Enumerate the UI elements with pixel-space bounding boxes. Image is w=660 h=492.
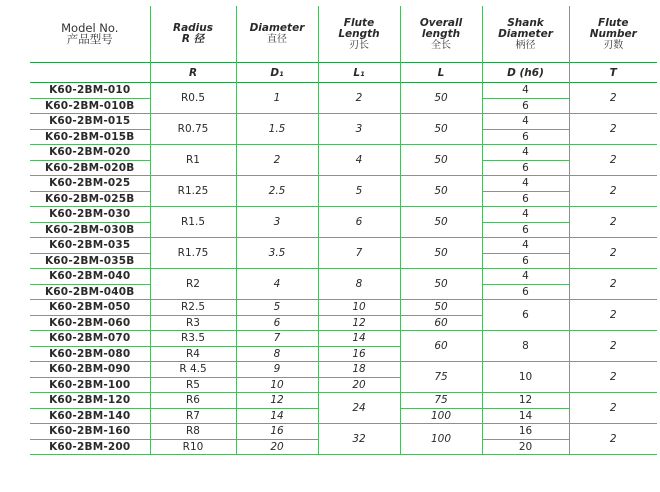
cell-r: R6 bbox=[150, 393, 236, 409]
cell-t: 2 bbox=[569, 393, 657, 424]
cell-l1: 14 bbox=[318, 331, 400, 347]
cell-l: 75 bbox=[400, 393, 482, 409]
cell-d1: 9 bbox=[236, 362, 318, 378]
cell-d: 8 bbox=[482, 331, 569, 362]
cell-l: 100 bbox=[400, 408, 482, 424]
symbol-model-empty bbox=[30, 63, 150, 83]
cell-l: 60 bbox=[400, 315, 482, 331]
cell-l1: 4 bbox=[318, 145, 400, 176]
cell-d: 6 bbox=[482, 222, 569, 238]
model-cell: K60-2BM-025 bbox=[30, 176, 150, 192]
cell-d1: 16 bbox=[236, 424, 318, 440]
symbol-t: T bbox=[569, 63, 657, 83]
cell-d: 10 bbox=[482, 362, 569, 393]
cell-r: R4 bbox=[150, 346, 236, 362]
model-cell: K60-2BM-015B bbox=[30, 129, 150, 145]
cell-r: R0.5 bbox=[150, 83, 236, 114]
cell-r: R7 bbox=[150, 408, 236, 424]
cell-d1: 20 bbox=[236, 439, 318, 455]
cell-d: 4 bbox=[482, 114, 569, 130]
cell-d: 6 bbox=[482, 160, 569, 176]
cell-l: 50 bbox=[400, 269, 482, 300]
cell-r: R0.75 bbox=[150, 114, 236, 145]
model-cell: K60-2BM-200 bbox=[30, 439, 150, 455]
cell-d: 4 bbox=[482, 269, 569, 285]
table-row bbox=[30, 393, 657, 409]
cell-t: 2 bbox=[569, 331, 657, 362]
model-cell: K60-2BM-035B bbox=[30, 253, 150, 269]
cell-l1: 2 bbox=[318, 83, 400, 114]
table-row bbox=[30, 331, 657, 347]
model-cell: K60-2BM-030 bbox=[30, 207, 150, 223]
cell-l: 100 bbox=[400, 424, 482, 455]
header-overall-length: Overall length 全长 bbox=[400, 6, 482, 63]
cell-d1: 7 bbox=[236, 331, 318, 347]
cell-t: 2 bbox=[569, 207, 657, 238]
cell-d: 6 bbox=[482, 191, 569, 207]
model-cell: K60-2BM-040B bbox=[30, 284, 150, 300]
cell-l: 60 bbox=[400, 331, 482, 362]
model-cell: K60-2BM-160 bbox=[30, 424, 150, 440]
cell-l1: 6 bbox=[318, 207, 400, 238]
model-cell: K60-2BM-120 bbox=[30, 393, 150, 409]
cell-d1: 4 bbox=[236, 269, 318, 300]
model-cell: K60-2BM-025B bbox=[30, 191, 150, 207]
header-diameter: Diameter 直径 bbox=[236, 6, 318, 63]
cell-l1: 12 bbox=[318, 315, 400, 331]
cell-d: 6 bbox=[482, 98, 569, 114]
symbol-d-h6: D (h6) bbox=[482, 63, 569, 83]
cell-l: 50 bbox=[400, 238, 482, 269]
cell-r: R2 bbox=[150, 269, 236, 300]
model-cell: K60-2BM-140 bbox=[30, 408, 150, 424]
cell-d1: 8 bbox=[236, 346, 318, 362]
cell-l: 50 bbox=[400, 176, 482, 207]
cell-r: R1 bbox=[150, 145, 236, 176]
cell-l1: 7 bbox=[318, 238, 400, 269]
spec-table-body bbox=[30, 83, 657, 455]
table-row bbox=[30, 362, 657, 378]
cell-d: 6 bbox=[482, 300, 569, 331]
cell-t: 2 bbox=[569, 83, 657, 114]
header-radius: Radius R 径 bbox=[150, 6, 236, 63]
model-cell: K60-2BM-030B bbox=[30, 222, 150, 238]
cell-d: 20 bbox=[482, 439, 569, 455]
cell-t: 2 bbox=[569, 114, 657, 145]
cell-l1: 5 bbox=[318, 176, 400, 207]
cell-l1: 24 bbox=[318, 393, 400, 424]
spec-table bbox=[30, 6, 657, 455]
cell-d: 6 bbox=[482, 284, 569, 300]
cell-d1: 1.5 bbox=[236, 114, 318, 145]
cell-t: 2 bbox=[569, 362, 657, 393]
model-cell: K60-2BM-010 bbox=[30, 83, 150, 99]
symbol-r: R bbox=[150, 63, 236, 83]
table-row bbox=[30, 176, 657, 192]
cell-d: 6 bbox=[482, 253, 569, 269]
table-row bbox=[30, 424, 657, 440]
header-shank-diameter: Shank Diameter 柄径 bbox=[482, 6, 569, 63]
cell-r: R3.5 bbox=[150, 331, 236, 347]
model-cell: K60-2BM-100 bbox=[30, 377, 150, 393]
cell-l1: 20 bbox=[318, 377, 400, 393]
cell-l: 50 bbox=[400, 145, 482, 176]
model-cell: K60-2BM-015 bbox=[30, 114, 150, 130]
cell-d1: 2 bbox=[236, 145, 318, 176]
cell-d: 16 bbox=[482, 424, 569, 440]
table-row bbox=[30, 114, 657, 130]
table-row bbox=[30, 207, 657, 223]
cell-l: 50 bbox=[400, 83, 482, 114]
model-cell: K60-2BM-040 bbox=[30, 269, 150, 285]
cell-r: R 4.5 bbox=[150, 362, 236, 378]
symbol-l1: L₁ bbox=[318, 63, 400, 83]
cell-d: 12 bbox=[482, 393, 569, 409]
cell-t: 2 bbox=[569, 269, 657, 300]
model-cell: K60-2BM-020 bbox=[30, 145, 150, 161]
cell-r: R1.75 bbox=[150, 238, 236, 269]
table-row bbox=[30, 269, 657, 285]
model-cell: K60-2BM-020B bbox=[30, 160, 150, 176]
cell-l1: 10 bbox=[318, 300, 400, 316]
cell-d1: 3 bbox=[236, 207, 318, 238]
cell-l: 50 bbox=[400, 114, 482, 145]
cell-d1: 12 bbox=[236, 393, 318, 409]
cell-r: R10 bbox=[150, 439, 236, 455]
cell-r: R2.5 bbox=[150, 300, 236, 316]
cell-d: 4 bbox=[482, 145, 569, 161]
cell-l1: 8 bbox=[318, 269, 400, 300]
header-flute-length: Flute Length 刃长 bbox=[318, 6, 400, 63]
cell-l: 50 bbox=[400, 207, 482, 238]
cell-t: 2 bbox=[569, 145, 657, 176]
cell-d: 4 bbox=[482, 83, 569, 99]
model-cell: K60-2BM-050 bbox=[30, 300, 150, 316]
table-row bbox=[30, 300, 657, 316]
cell-l1: 3 bbox=[318, 114, 400, 145]
cell-l: 75 bbox=[400, 362, 482, 393]
cell-r: R1.5 bbox=[150, 207, 236, 238]
cell-d1: 6 bbox=[236, 315, 318, 331]
cell-l: 50 bbox=[400, 300, 482, 316]
cell-d1: 14 bbox=[236, 408, 318, 424]
model-cell: K60-2BM-010B bbox=[30, 98, 150, 114]
symbol-l: L bbox=[400, 63, 482, 83]
cell-l1: 32 bbox=[318, 424, 400, 455]
header-flute-number: Flute Number 刃数 bbox=[569, 6, 657, 63]
model-cell: K60-2BM-080 bbox=[30, 346, 150, 362]
cell-d1: 3.5 bbox=[236, 238, 318, 269]
cell-d: 4 bbox=[482, 207, 569, 223]
cell-d1: 1 bbox=[236, 83, 318, 114]
header-model: Model No. 产品型号 bbox=[61, 21, 119, 46]
cell-r: R8 bbox=[150, 424, 236, 440]
cell-l1: 18 bbox=[318, 362, 400, 378]
cell-d: 6 bbox=[482, 129, 569, 145]
cell-t: 2 bbox=[569, 300, 657, 331]
cell-r: R1.25 bbox=[150, 176, 236, 207]
symbol-d1: D₁ bbox=[236, 63, 318, 83]
cell-r: R5 bbox=[150, 377, 236, 393]
model-cell: K60-2BM-035 bbox=[30, 238, 150, 254]
table-row bbox=[30, 145, 657, 161]
cell-l1: 16 bbox=[318, 346, 400, 362]
cell-t: 2 bbox=[569, 424, 657, 455]
cell-d1: 2.5 bbox=[236, 176, 318, 207]
cell-d: 14 bbox=[482, 408, 569, 424]
cell-d1: 10 bbox=[236, 377, 318, 393]
cell-d: 4 bbox=[482, 238, 569, 254]
model-cell: K60-2BM-060 bbox=[30, 315, 150, 331]
model-cell: K60-2BM-090 bbox=[30, 362, 150, 378]
cell-d: 4 bbox=[482, 176, 569, 192]
model-cell: K60-2BM-070 bbox=[30, 331, 150, 347]
table-row bbox=[30, 83, 657, 99]
cell-t: 2 bbox=[569, 176, 657, 207]
cell-d1: 5 bbox=[236, 300, 318, 316]
cell-r: R3 bbox=[150, 315, 236, 331]
cell-t: 2 bbox=[569, 238, 657, 269]
table-row bbox=[30, 238, 657, 254]
